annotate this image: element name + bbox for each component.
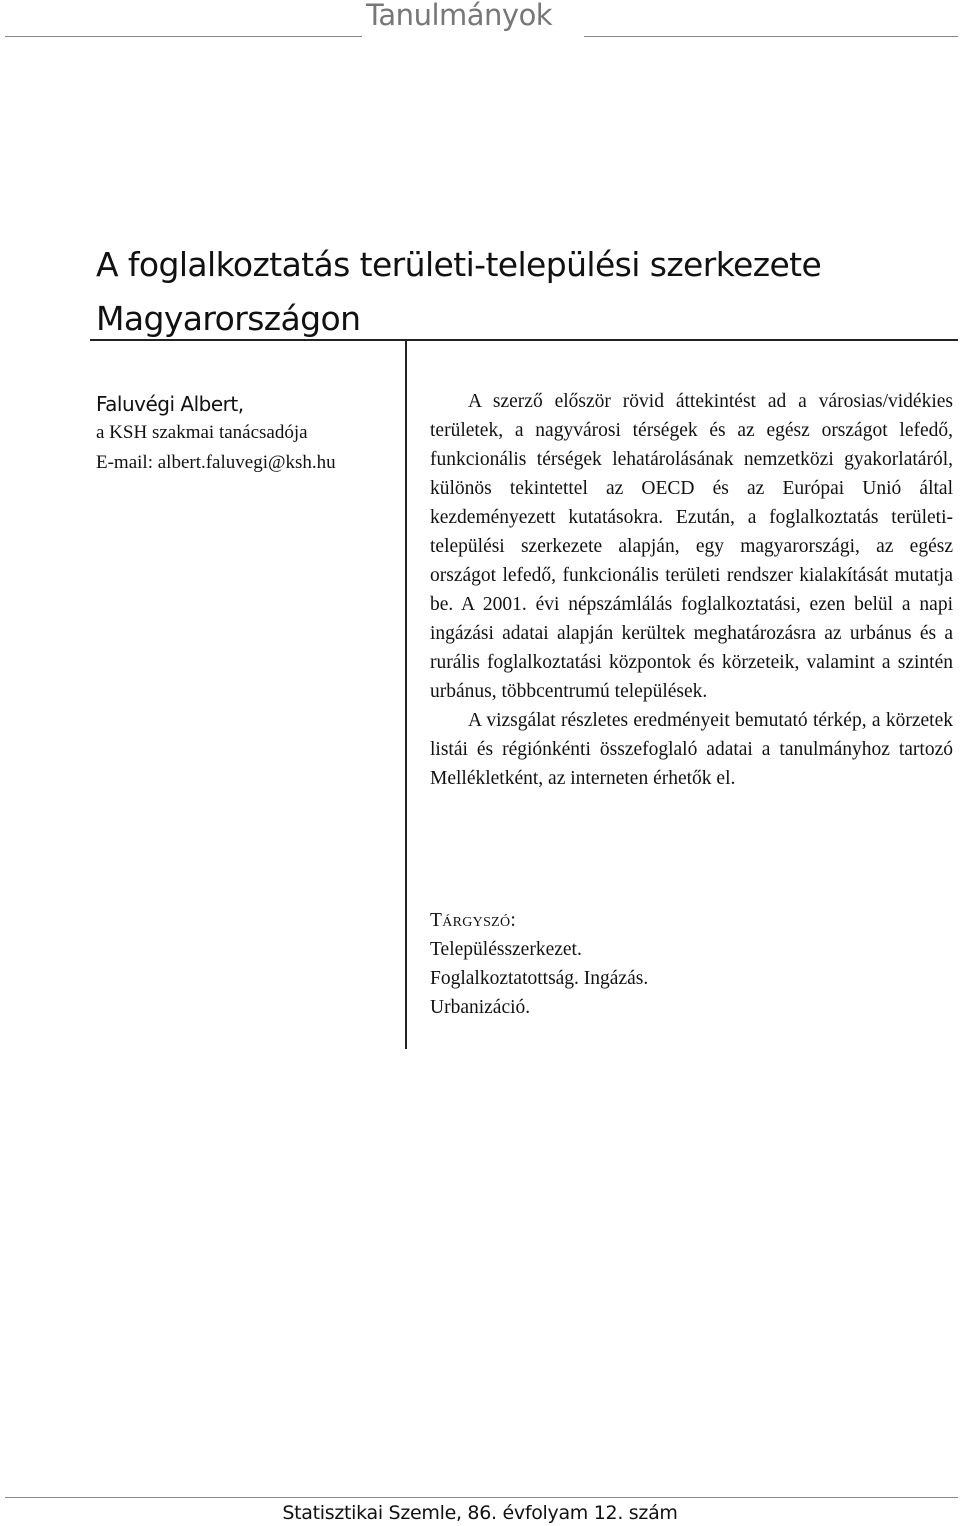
page-header [0, 0, 960, 40]
journal-footer: Statisztikai Szemle, 86. évfolyam 12. szám [282, 1502, 678, 1524]
article-title-line-1: A foglalkoztatás területi-települési szerkezete [96, 245, 822, 284]
title-divider [90, 339, 958, 341]
header-rule-right [584, 36, 958, 37]
keywords-label: Tárgyszó: [430, 910, 517, 931]
article-title [96, 238, 946, 346]
abstract-paragraph-1: A szerző először rövid áttekintést ad a városias/vidékies területek, a nagyvárosi térségek és az egész országot lefedő, funkcionális térségek lehatárolásának nemzetközi gyakorlatáról, különös tekintettel az OECD és az Európai Unió által kezdeményezett kutatásokra. Ezután, a foglalkoztatás területi-települési szerkezete alapján, egy magyarországi, az egész országot lefedő, funkcionális területi rendszer kialakítását mutatja be. A 2001. évi népszámlálás foglalkoztatási, ezen belül a napi ingázási adatai alapján kerültek meghatározásra az urbánus és a rurális foglalkoztatási központok és körzeteik, valamint a szintén urbánus, többcentrumú települések. [430, 391, 953, 702]
author-block [96, 390, 396, 478]
keyword-item: Urbanizáció. [430, 997, 531, 1018]
keyword-item: Foglalkoztatottság. Ingázás. [430, 968, 649, 989]
author-email[interactable]: E-mail: albert.faluvegi@ksh.hu [96, 452, 336, 473]
footer-rule [5, 1497, 958, 1498]
abstract [430, 387, 953, 793]
keyword-item: Településszerkezet. [430, 939, 582, 960]
column-divider [405, 341, 407, 1049]
author-role: a KSH szakmai tanácsadója [96, 422, 308, 443]
abstract-paragraph-2: A vizsgálat részletes eredményeit bemutató térkép, a körzetek listái és régiónkénti összefoglaló adatai a tanulmányhoz tartozó Mellékletként, az interneten érhetők el. [430, 710, 953, 789]
keywords-block [430, 906, 950, 1022]
article-title-line-2: Magyarországon [96, 299, 361, 338]
author-name: Faluvégi Albert, [96, 392, 244, 416]
header-rule-left [5, 36, 362, 37]
section-label: Tanulmányok [366, 0, 553, 32]
